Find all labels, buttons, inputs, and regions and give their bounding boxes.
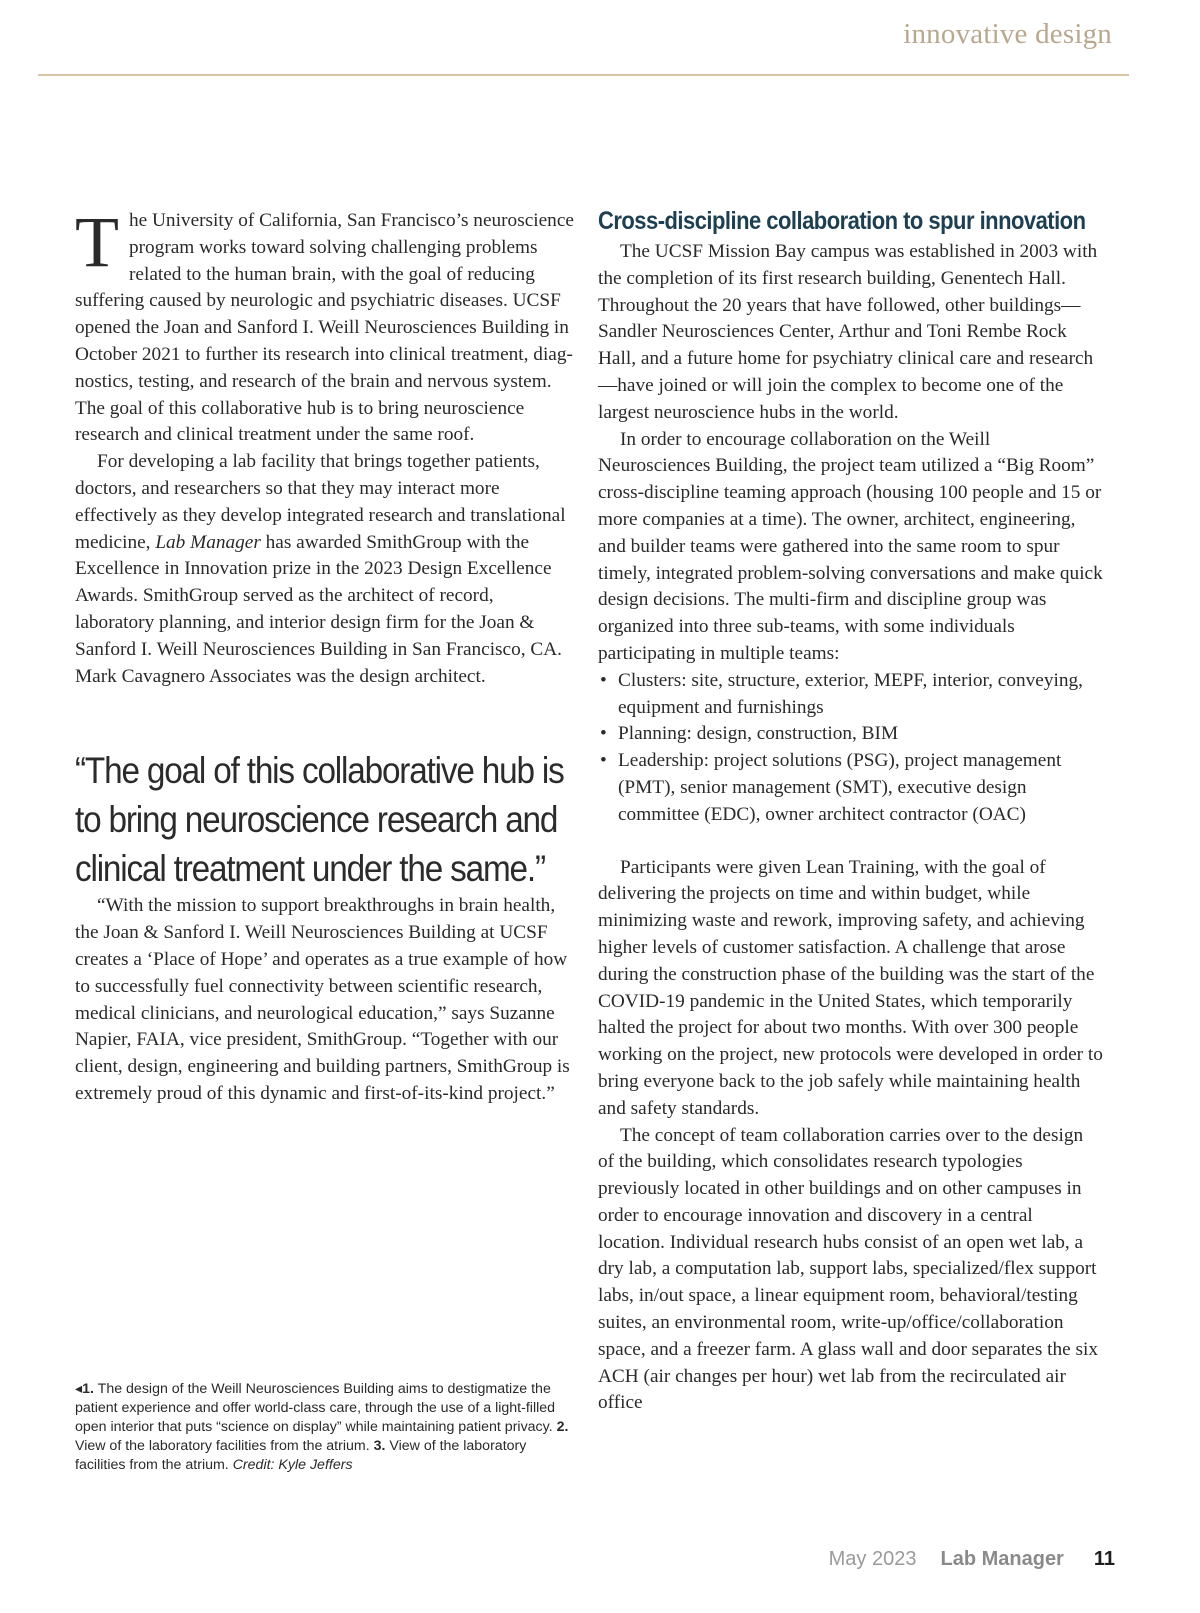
- team-collaboration-paragraph: The concept of team collaboration carries over to the design of the building, which consolidates research typologies previously located in other buildings and on other campuses in order to encourage innovation and discovery in a central location. Individual research hubs consist of an open wet lab, a dry lab, a computation lab, support labs, specialized/flex support labs, in/out space, a linear equipment room, behavioral/testing suites, an environmental room, write-up/office/collaboration space, and a freezer farm. A glass wall and door separates the six ACH (air changes per hour) wet lab from the recirculated air office: [598, 1124, 1099, 1414]
- page-number: 11: [1093, 1548, 1115, 1570]
- list-item: • Planning: design, construction, BIM: [598, 721, 1103, 748]
- magazine-name: Lab Manager: [940, 1548, 1064, 1570]
- list-item: • Leadership: project solutions (PSG), project management (PMT), senior management (SMT), executive design committee (EDC), owner architect contractor (OAC): [598, 748, 1103, 828]
- pull-quote: “The goal of this collaborative hub is to bring neuroscience research and clinical treatment under the same.”: [75, 750, 564, 890]
- award-paragraph: [75, 449, 575, 690]
- header-rule: [38, 74, 1129, 76]
- right-column: [598, 205, 1103, 1417]
- lean-training-paragraph: Participants were given Lean Training, with the goal of delivering the projects on time and within budget, while minimizing waste and rework, improving safety, and achieving higher levels of customer satisfaction. A challenge that arose during the construction phase of the building was the start of the COVID-19 pandemic in the United States, which temporarily halted the project for about two months. With over 300 people working on the project, new protocols were developed in order to bring everyone back to the job safely while maintaining health and safety standards.: [598, 856, 1103, 1119]
- caption-number-3: 3.: [373, 1438, 386, 1454]
- page-footer: [829, 1548, 1115, 1571]
- list-item: • Clusters: site, structure, exterior, MEPF, interior, conveying, equipment and furnishings: [598, 668, 1103, 722]
- award-text-before: For developing a lab facility that brings together patients, doctors, and researchers so that they may interact more effectively as they develop integrated research and translational medicine,: [75, 451, 566, 553]
- caption-number-2: 2.: [556, 1419, 569, 1435]
- photo-credit: Credit: Kyle Jeffers: [232, 1457, 353, 1473]
- caption-number-1: ◂1.: [75, 1381, 94, 1397]
- campus-paragraph: The UCSF Mission Bay campus was established in 2003 with the completion of its first research building, Genentech Hall. Throughout the 20 years that have followed, other buildings—Sandler Neurosciences Center, Arthur and Toni Rembe Rock Hall, and a future home for psychiatry clinical care and research—have joined or will join the complex to become one of the largest neuroscience hubs in the world.: [598, 241, 1098, 423]
- intro-paragraph: [75, 202, 575, 449]
- quote-paragraph: “With the mission to support breakthroughs in brain health, the Joan & Sanford I. Weill Neurosciences Building at UCSF creates a ‘Place of Hope’ and operates as a true example of how to successfully fuel connectivity between scientific research, medical clinicians, and neurological education,” says Suzanne Napier, FAIA, vice president, SmithGroup. “Together with our client, design, engineering and building partners, SmithGroup is extremely proud of this dynamic and first-of-its-kind project.”: [75, 895, 570, 1104]
- section-subhead: Cross-discipline collaboration to spur innovation: [598, 207, 1086, 235]
- magazine-name-inline: Lab Manager: [155, 531, 261, 553]
- caption-text-3: View of the laboratory facilities from the atrium.: [75, 1438, 527, 1473]
- section-label: innovative design: [903, 18, 1112, 50]
- drop-cap: T: [75, 202, 119, 282]
- sub-team-list: [598, 668, 1103, 829]
- big-room-paragraph: In order to encourage collaboration on the Weill Neurosciences Building, the project team utilized a “Big Room” cross-discipline teaming approach (housing 100 people and 15 or more companies at a time). The owner, architect, engineering, and builder teams were gathered into the same room to spur timely, integrated problem-solving conversations and make quick design decisions. The multi-firm and discipline group was organized into three sub-teams, with some individuals participating in multiple teams:: [598, 428, 1103, 664]
- caption-text-1: The design of the Weill Neurosciences Building aims to destigmatize the patient experience and offer world-class care, through the use of a light-filled open interior that puts “science on display” while maintaining patient privacy.: [75, 1381, 557, 1435]
- caption-text-2: View of the laboratory facilities from the atrium.: [75, 1438, 374, 1454]
- award-text-after: has awarded SmithGroup with the Excellence in Innovation prize in the 2023 Design Excellence Awards. SmithGroup served as the architect of record, laboratory planning, and interior design firm for the Joan & Sanford I. Weill Neurosciences Building in San Francisco, CA. Mark Cavagnero Associates was the design architect.: [75, 531, 563, 687]
- list-spacer: [598, 829, 1103, 855]
- photo-caption: [75, 1380, 575, 1475]
- left-column: [75, 202, 575, 1108]
- issue-date: May 2023: [828, 1548, 917, 1570]
- intro-text: he University of California, San Francisco’s neuroscience program works toward solving challenging problems related to the human brain, with the goal of reducing suffering caused by neurologic and psychiatric diseases. UCSF opened the Joan and Sanford I. Weill Neurosciences Building in October 2021 to further its research into clinical treatment, diagnostics, testing, and research of the brain and nervous system. The goal of this collaborative hub is to bring neuroscience research and clinical treatment under the same roof.: [75, 210, 574, 446]
